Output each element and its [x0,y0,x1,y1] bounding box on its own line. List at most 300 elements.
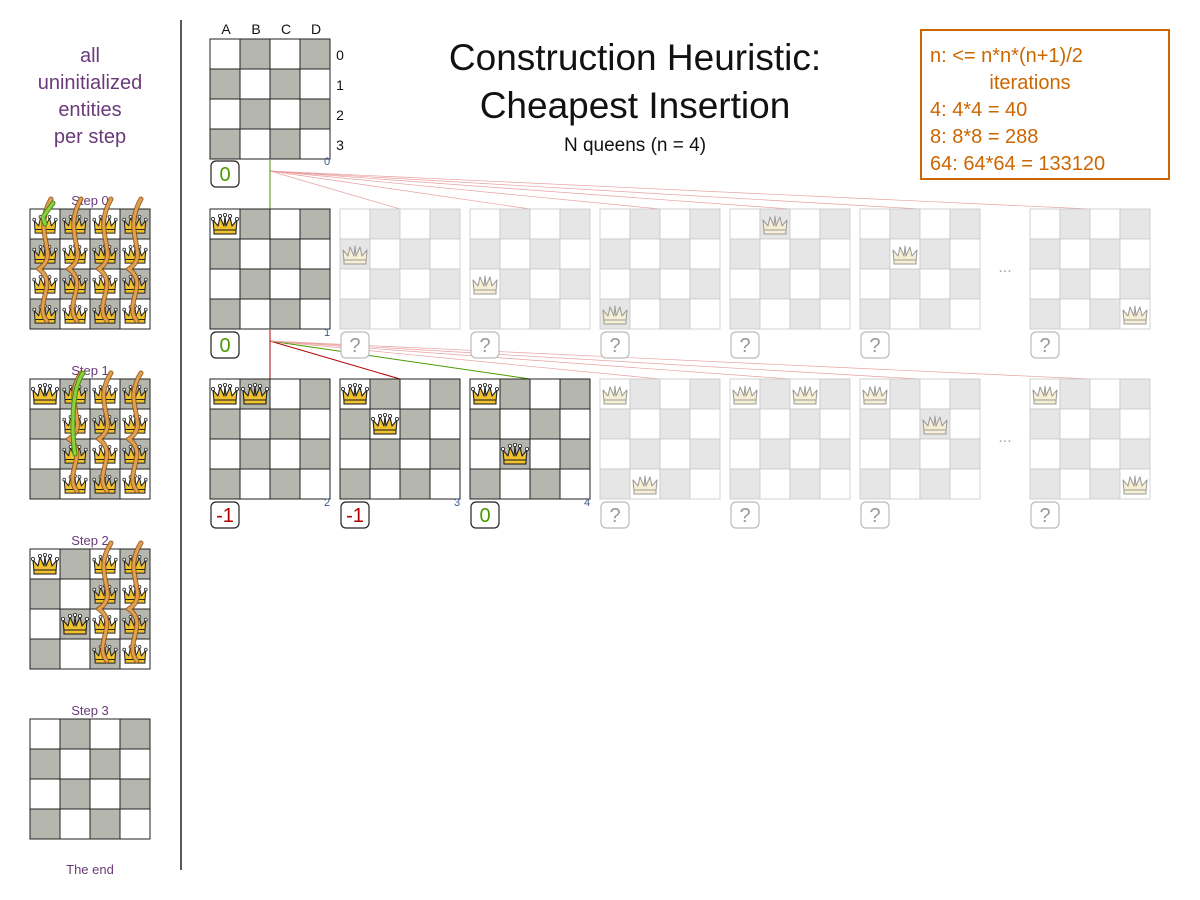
board-square [270,129,300,159]
title-line-2: Cheapest Insertion [479,85,791,126]
board-square [660,409,690,439]
score-value: -1 [216,505,234,527]
step-index: 2 [323,497,331,509]
score-value: ? [1039,505,1051,527]
board-square [1120,269,1150,299]
board-square [1030,409,1060,439]
board-square [950,239,980,269]
heading-line-3: entities [58,99,122,121]
step-label: Step 0 [71,193,109,208]
board-square [950,439,980,469]
step-label: Step 2 [71,533,109,548]
board-square [730,299,760,329]
score-value: ? [479,335,491,357]
board-square [790,269,820,299]
level1-board [730,209,850,329]
step-index: 4 [583,497,591,509]
score-badge [731,332,759,358]
board-square [820,409,850,439]
board-square [240,209,270,239]
board-square [860,209,890,239]
board-square [470,469,500,499]
board-square [500,209,530,239]
level2-board [730,379,850,499]
step-board [30,719,150,839]
score-value: ? [869,335,881,357]
board-square [860,439,890,469]
board-square [790,409,820,439]
board-square [270,409,300,439]
board-square [890,209,920,239]
board-square [560,269,590,299]
board-square [240,69,270,99]
board-square [660,379,690,409]
end-label: The end [66,862,114,877]
board-square [660,269,690,299]
board-square [240,129,270,159]
board-square [300,439,330,469]
info-line-1: n: <= n*n*(n+1)/2 [930,45,1083,67]
board-square [690,209,720,239]
board-square [300,129,330,159]
board-square [300,99,330,129]
board-square [400,209,430,239]
board-square [120,749,150,779]
heading-line-4: per step [53,126,127,148]
board-square [920,469,950,499]
board-square [950,379,980,409]
board-square [340,469,370,499]
board-square [210,69,240,99]
board-square [560,209,590,239]
board-square [270,379,300,409]
board-square [60,579,90,609]
board-square [120,809,150,839]
level1-board [1030,209,1150,329]
board-square [30,439,60,469]
board-square [400,469,430,499]
board-square [60,809,90,839]
board-square [500,269,530,299]
board-square [430,439,460,469]
board-square [950,269,980,299]
board-square [1030,469,1060,499]
board-square [400,299,430,329]
board-square [1090,379,1120,409]
board-square [210,439,240,469]
score-value: ? [609,335,621,357]
board-square [820,469,850,499]
board-square [920,299,950,329]
board-square [1120,439,1150,469]
board-square [660,439,690,469]
board-square [760,269,790,299]
level1-board [860,209,980,329]
title-line-1: Construction Heuristic: [448,37,822,78]
board-square [370,439,400,469]
ellipsis-level-2: ... [998,429,1012,446]
board-square [1060,379,1090,409]
board-square [1090,209,1120,239]
board-square [630,409,660,439]
board-square [500,239,530,269]
board-square [300,209,330,239]
board-square [60,749,90,779]
board-square [600,209,630,239]
board-square [760,299,790,329]
board-square [270,39,300,69]
board-square [210,129,240,159]
column-label-d: D [310,21,322,37]
board-square [90,749,120,779]
board-square [270,439,300,469]
board-square [890,469,920,499]
board-square [1060,209,1090,239]
board-square [730,269,760,299]
board-square [430,269,460,299]
board-square [1120,409,1150,439]
board-square [30,719,60,749]
board-square [90,719,120,749]
board-square [1030,269,1060,299]
board-square [300,469,330,499]
step-boards [30,193,150,839]
board-square [470,409,500,439]
board-square [1060,409,1090,439]
subtitle: N queens (n = 4) [563,135,707,156]
board-square [690,379,720,409]
info-line-2: iterations [989,72,1071,94]
board-square [790,209,820,239]
board-square [1060,439,1090,469]
board-square [950,409,980,439]
score-badge [861,502,889,528]
board-square [470,439,500,469]
board-square [1030,439,1060,469]
score-badge [601,502,629,528]
column-label-b: B [251,21,261,37]
board-square [860,469,890,499]
board-square [60,719,90,749]
ellipsis-level-1: ... [998,259,1012,276]
board-square [270,69,300,99]
board-square [760,379,790,409]
board-square [60,779,90,809]
board-square [1030,209,1060,239]
board-square [760,409,790,439]
score-badge [1031,502,1059,528]
board-square [690,239,720,269]
score-badge [471,332,499,358]
board-square [300,409,330,439]
board-square [790,439,820,469]
board-square [920,439,950,469]
board-square [600,469,630,499]
level2-board [860,379,980,499]
board-square [370,209,400,239]
board-square [560,239,590,269]
step-index: 0 [323,156,331,168]
board-square [300,239,330,269]
board-square [560,439,590,469]
board-square [500,299,530,329]
board-square [270,269,300,299]
board-square [340,269,370,299]
board-square [270,469,300,499]
board-square [820,209,850,239]
board-square [300,269,330,299]
level2-board [1030,379,1150,499]
board-square [240,439,270,469]
board-square [210,409,240,439]
board-square [660,469,690,499]
board-square [600,269,630,299]
board-square [730,439,760,469]
board-square [820,379,850,409]
step-index: 3 [453,497,461,509]
board-square [30,749,60,779]
board-square [920,379,950,409]
board-square [660,299,690,329]
board-square [270,239,300,269]
board-square [690,269,720,299]
board-square [530,469,560,499]
board-square [530,209,560,239]
heading-line-1: all [79,45,101,67]
board-square [630,269,660,299]
board-square [630,209,660,239]
board-square [470,239,500,269]
board-square [730,209,760,239]
column-label-a: A [221,21,231,37]
board-square [240,99,270,129]
board-square [240,39,270,69]
score-value: 0 [479,505,491,527]
board-square [950,469,980,499]
board-square [690,469,720,499]
score-value: ? [1039,335,1051,357]
board-square [430,409,460,439]
board-square [860,409,890,439]
board-square [790,469,820,499]
board-square [820,269,850,299]
board-square [1060,469,1090,499]
score-badge [861,332,889,358]
board-square [500,379,530,409]
board-square [430,299,460,329]
board-square [240,299,270,329]
board-square [1090,269,1120,299]
board-square [30,639,60,669]
score-value: ? [739,335,751,357]
board-square [90,809,120,839]
score-value: 0 [219,335,231,357]
board-square [370,299,400,329]
board-square [240,469,270,499]
connector-line [270,171,920,209]
board-square [820,439,850,469]
board-square [1090,299,1120,329]
board-square [300,299,330,329]
connector-line [270,171,790,209]
board-square [1120,379,1150,409]
board-square [430,239,460,269]
board-square [1120,209,1150,239]
level2-board [340,379,460,499]
info-line-3: 4: 4*4 = 40 [930,99,1028,121]
connector-line [270,341,400,379]
score-badge [471,497,590,528]
board-square [240,269,270,299]
board-square [950,209,980,239]
board-square [890,379,920,409]
row-label-1: 1 [336,77,344,93]
level2-board [470,379,590,499]
board-square [860,269,890,299]
board-square [600,409,630,439]
board-square [530,409,560,439]
board-square [30,609,60,639]
board-square [690,299,720,329]
board-square [920,209,950,239]
board-square [340,209,370,239]
board-square [760,239,790,269]
board-square [630,239,660,269]
board-square [340,409,370,439]
board-square [630,299,660,329]
board-square [370,469,400,499]
board-square [860,299,890,329]
board-square [370,239,400,269]
board-square [430,209,460,239]
board-square [30,469,60,499]
board-square [1090,409,1120,439]
row-label-3: 3 [336,137,344,153]
connector-line [270,171,660,209]
board-square [210,99,240,129]
board-square [370,269,400,299]
board-square [790,299,820,329]
column-label-c: C [280,21,292,37]
board-square [530,439,560,469]
board-square [660,239,690,269]
board-square [270,99,300,129]
step-label: Step 3 [71,703,109,718]
board-square [790,239,820,269]
score-badge [1031,332,1059,358]
level2-board [600,379,720,499]
board-square [890,269,920,299]
board-square [500,469,530,499]
board-square [300,379,330,409]
board-square [1030,299,1060,329]
root-board [210,39,330,159]
board-square [240,239,270,269]
score-value: -1 [346,505,364,527]
board-square [730,239,760,269]
board-square [1060,269,1090,299]
board-square [430,379,460,409]
board-square [530,239,560,269]
board-square [890,299,920,329]
score-badge [731,502,759,528]
board-square [120,779,150,809]
board-square [210,469,240,499]
board-square [730,469,760,499]
board-square [560,469,590,499]
level1-board [210,209,330,329]
board-square [340,439,370,469]
board-square [820,239,850,269]
board-square [560,409,590,439]
board-square [90,779,120,809]
step-index: 1 [323,327,331,339]
board-square [1060,299,1090,329]
info-line-5: 64: 64*64 = 133120 [930,153,1106,175]
board-square [470,299,500,329]
score-badge [341,497,460,528]
score-badge [341,332,369,358]
level1-board [470,209,590,329]
info-line-4: 8: 8*8 = 288 [930,126,1039,148]
board-square [500,409,530,439]
board-square [600,439,630,469]
board-square [400,409,430,439]
board-square [300,69,330,99]
board-square [300,39,330,69]
board-square [920,239,950,269]
board-square [560,379,590,409]
board-square [210,269,240,299]
score-value: ? [869,505,881,527]
board-square [530,299,560,329]
board-square [240,409,270,439]
board-square [690,439,720,469]
board-square [210,299,240,329]
board-square [860,239,890,269]
score-badge [601,332,629,358]
board-square [30,779,60,809]
board-square [270,299,300,329]
board-square [400,379,430,409]
connector-line [270,341,1090,379]
board-square [210,39,240,69]
board-square [760,469,790,499]
row-label-0: 0 [336,47,344,63]
board-square [340,299,370,329]
connector-line [270,171,400,209]
board-square [1090,469,1120,499]
board-square [400,439,430,469]
board-square [470,209,500,239]
board-square [630,379,660,409]
level1-board [340,209,460,329]
level2-board [210,379,330,499]
board-square [1060,239,1090,269]
board-square [430,469,460,499]
board-square [530,379,560,409]
board-square [1120,239,1150,269]
board-square [560,299,590,329]
step-label: Step 1 [71,363,109,378]
board-square [120,719,150,749]
board-square [630,439,660,469]
board-square [1030,239,1060,269]
board-square [660,209,690,239]
board-square [690,409,720,439]
board-square [890,409,920,439]
board-square [760,439,790,469]
